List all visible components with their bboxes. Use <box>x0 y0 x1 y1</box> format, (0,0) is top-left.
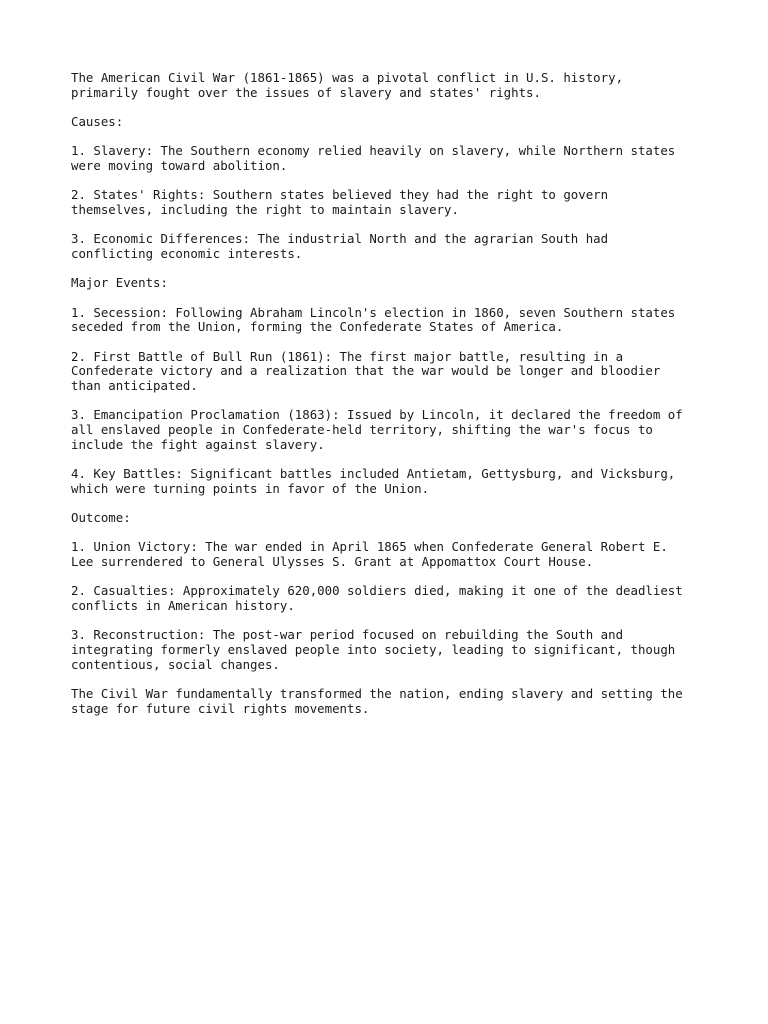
conclusion-paragraph: The Civil War fundamentally transformed the nation, ending slavery and setting the stage for future civil rights movements. <box>71 686 683 716</box>
event-item-emancipation: 3. Emancipation Proclamation (1863): Issued by Lincoln, it declared the freedom of all enslaved people in Confederate-held territory, shifting the war's focus to include the fight against slavery. <box>71 407 683 452</box>
document-page <box>71 71 711 731</box>
cause-item-states-rights: 2. States' Rights: Southern states believed they had the right to govern themselves, including the right to maintain slavery. <box>71 187 609 217</box>
major-events-heading: Major Events: <box>71 275 168 291</box>
causes-heading: Causes: <box>71 114 124 129</box>
cause-item-economic: 3. Economic Differences: The industrial North and the agrarian South had conflicting economic interests. <box>71 231 609 261</box>
event-item-bull-run: 2. First Battle of Bull Run (1861): The first major battle, resulting in a Confederate victory and a realization that the war would be longer and bloodier than anticipated. <box>71 348 661 393</box>
outcome-item-casualties: 2. Casualties: Approximately 620,000 soldiers died, making it one of the deadliest conflicts in American history. <box>71 583 683 613</box>
event-item-key-battles: 4. Key Battles: Significant battles included Antietam, Gettysburg, and Vicksburg, which were turning points in favor of the Union. <box>71 466 676 496</box>
intro-paragraph: The American Civil War (1861-1865) was a pivotal conflict in U.S. history, primarily fought over the issues of slavery and states' rights. <box>71 70 624 100</box>
outcome-item-reconstruction: 3. Reconstruction: The post-war period focused on rebuilding the South and integrating formerly enslaved people into society, leading to significant, though contentious, social changes. <box>71 627 676 672</box>
event-item-secession: 1. Secession: Following Abraham Lincoln's election in 1860, seven Southern states seceded from the Union, forming the Confederate States of America. <box>71 304 676 335</box>
outcome-heading: Outcome: <box>71 510 131 525</box>
cause-item-slavery: 1. Slavery: The Southern economy relied heavily on slavery, while Northern states were moving toward abolition. <box>71 143 676 173</box>
outcome-item-union-victory: 1. Union Victory: The war ended in April 1865 when Confederate General Robert E. Lee surrendered to General Ulysses S. Grant at Appomattox Court House. <box>71 539 668 569</box>
